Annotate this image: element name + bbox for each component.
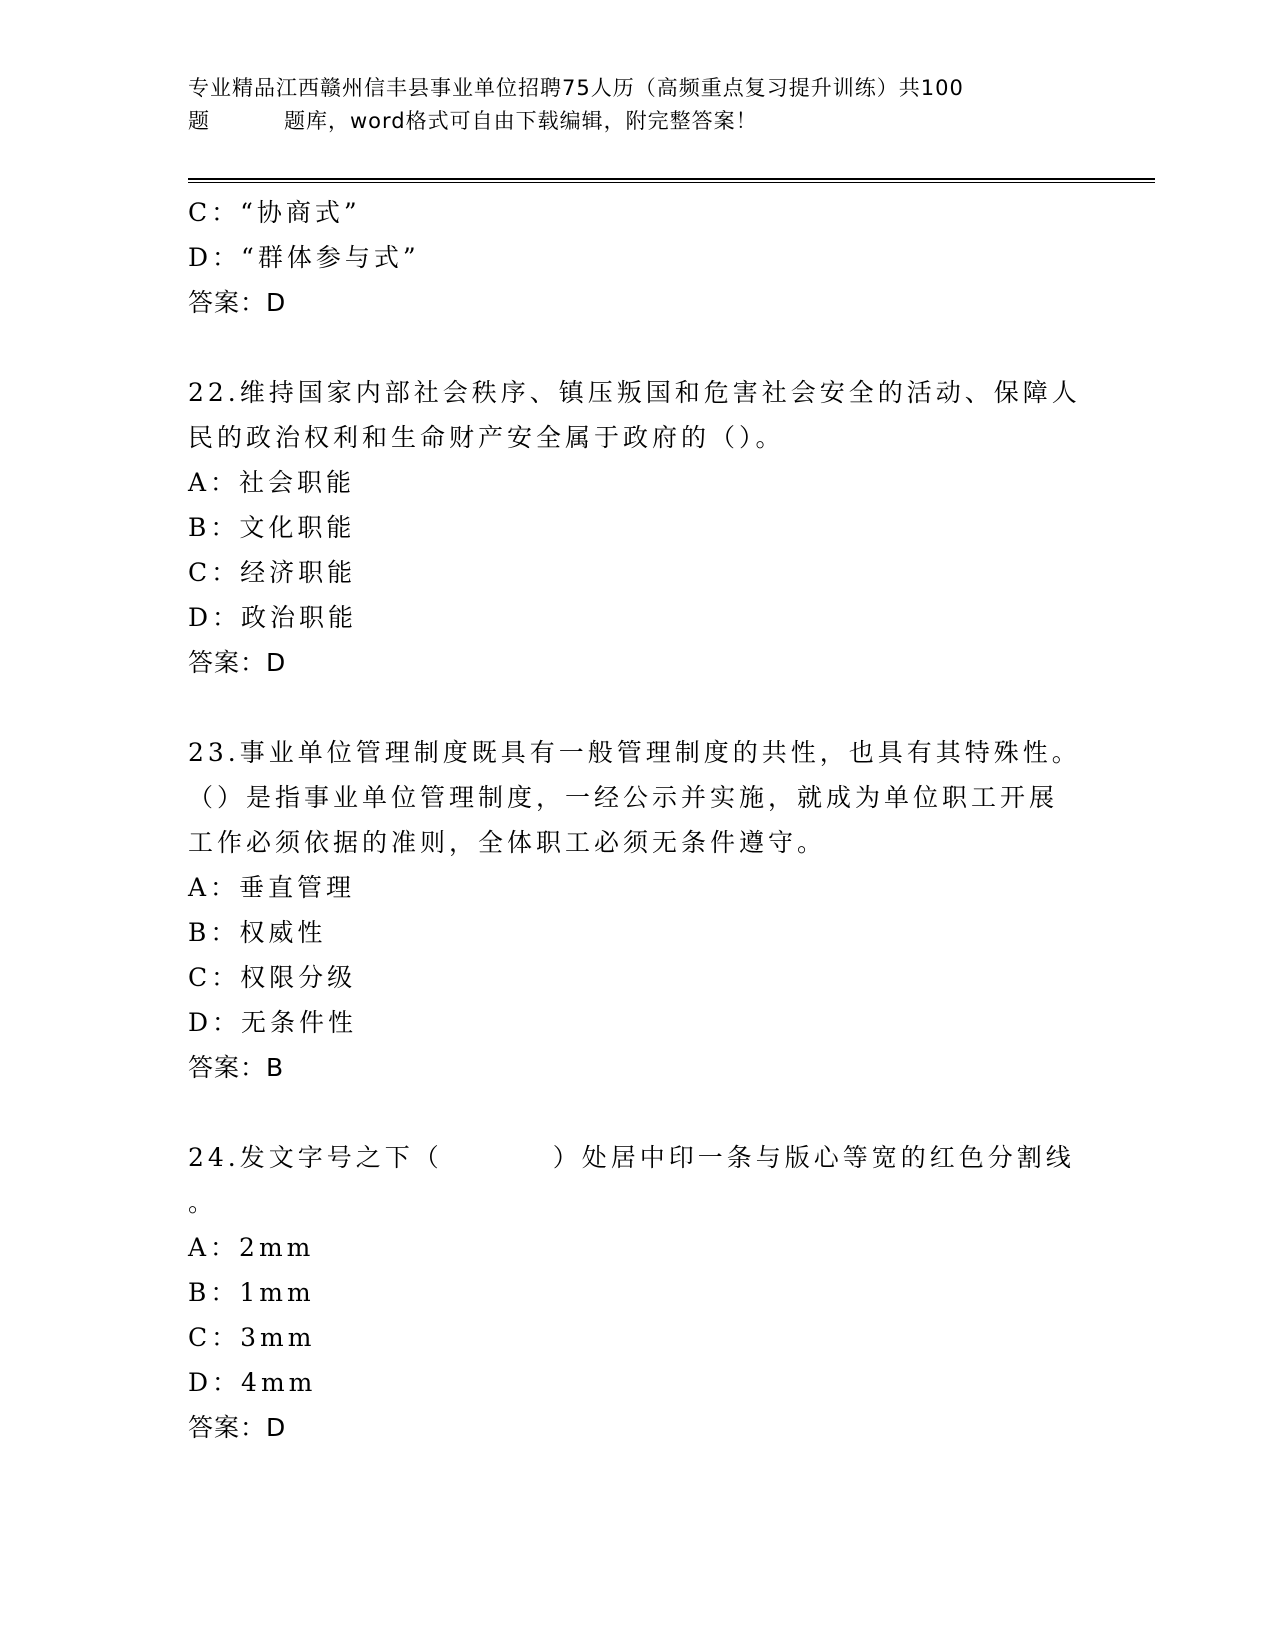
question-stem-tail: 。 xyxy=(188,1188,218,1217)
option-b: B：1mm xyxy=(188,1278,315,1307)
previous-question xyxy=(188,190,1088,325)
option-a: A：2mm xyxy=(188,1233,315,1262)
option-d: D：“群体参与式” xyxy=(188,243,420,272)
header-rule-thin xyxy=(188,182,1155,183)
answer-line: 答案：D xyxy=(188,648,287,677)
header-line-2-end: 题库，word格式可自由下载编辑，附完整答案！ xyxy=(284,109,758,133)
option-d: D：4mm xyxy=(188,1368,317,1397)
option-c: C：经济职能 xyxy=(188,558,357,587)
question-stem-end: ）处居中印一条与版心等宽的红色分割线 xyxy=(552,1143,1075,1172)
option-b: B：权威性 xyxy=(188,918,327,947)
answer-line: 答案：D xyxy=(188,1413,287,1442)
header-line-2-start: 题 xyxy=(188,109,210,133)
question-23 xyxy=(188,730,1088,1090)
option-c: C：3mm xyxy=(188,1323,316,1352)
question-24 xyxy=(188,1135,1088,1450)
question-stem-line: 民的政治权利和生命财产安全属于政府的（）。 xyxy=(188,423,785,452)
option-a: A：社会职能 xyxy=(188,468,356,497)
header-rule-thick xyxy=(188,178,1155,180)
question-stem-start: 24.发文字号之下（ xyxy=(188,1143,443,1172)
question-22 xyxy=(188,370,1088,685)
option-c: C：“协商式” xyxy=(188,198,361,227)
answer-line: 答案：B xyxy=(188,1053,285,1082)
option-d: D：无条件性 xyxy=(188,1008,358,1037)
question-stem-line xyxy=(188,1135,1088,1180)
option-c: C：权限分级 xyxy=(188,963,357,992)
option-d: D：政治职能 xyxy=(188,603,358,632)
document-header xyxy=(188,72,1088,138)
header-line-2 xyxy=(188,105,1088,138)
option-a: A：垂直管理 xyxy=(188,873,356,902)
question-stem-line: （）是指事业单位管理制度，一经公示并实施，就成为单位职工开展 xyxy=(188,783,1059,812)
question-stem-line: 22.维持国家内部社会秩序、镇压叛国和危害社会安全的活动、保障人 xyxy=(188,378,1081,407)
header-line-1: 专业精品江西赣州信丰县事业单位招聘75人历（高频重点复习提升训练）共100 xyxy=(188,76,964,100)
question-stem-line: 23.事业单位管理制度既具有一般管理制度的共性，也具有其特殊性。 xyxy=(188,738,1081,767)
option-b: B：文化职能 xyxy=(188,513,356,542)
question-stem-line: 工作必须依据的准则，全体职工必须无条件遵守。 xyxy=(188,828,827,857)
question-list xyxy=(188,190,1088,1495)
answer-line: 答案：D xyxy=(188,288,287,317)
